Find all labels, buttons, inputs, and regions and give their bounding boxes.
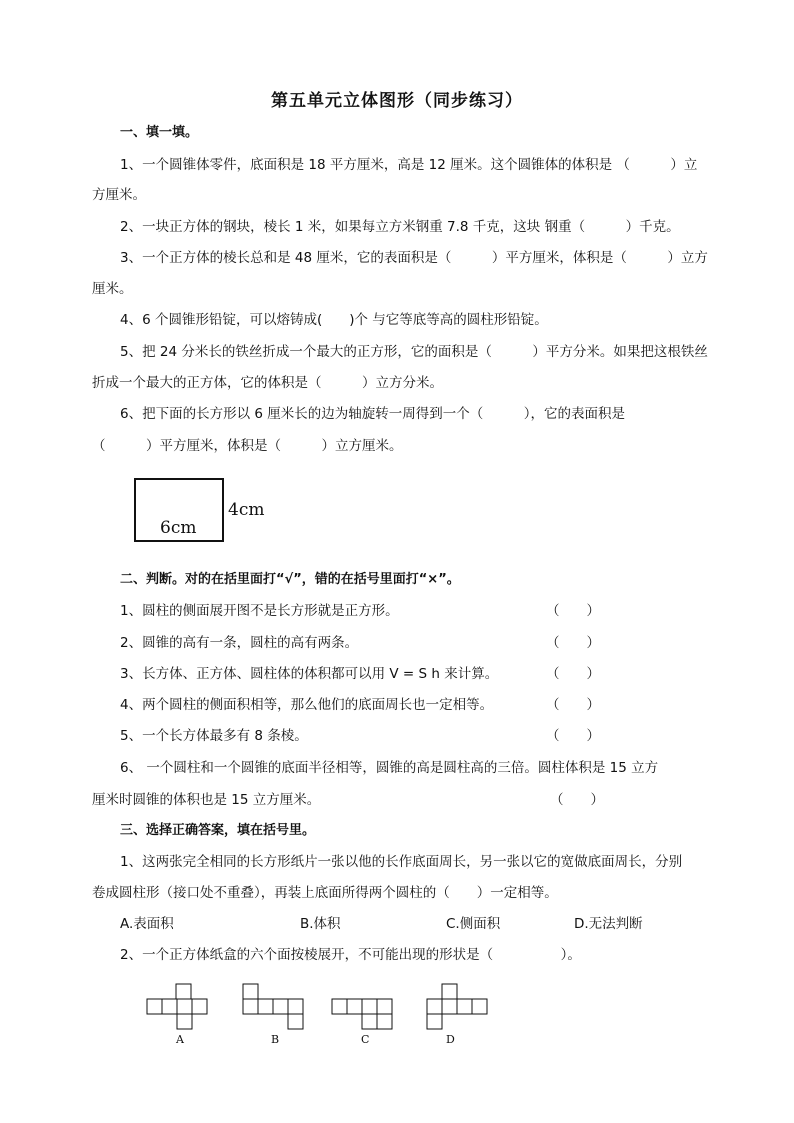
s2-q3: 3、长方体、正方体、圆柱体的体积都可以用 V = S h 来计算。 (120, 666, 499, 682)
cube-net-d[interactable] (426, 983, 490, 1031)
net-label-d: D (446, 1033, 455, 1046)
s3-q1-line2: 卷成圆柱形（接口处不重叠），再装上底面所得两个圆柱的（ ）一定相等。 (92, 885, 558, 901)
s3-q1-option-c[interactable]: C.侧面积 (446, 916, 501, 932)
s3-q1-option-a[interactable]: A.表面积 (120, 916, 174, 932)
s1-q1-line2: 方厘米。 (92, 187, 146, 203)
net-label-b: B (271, 1033, 280, 1046)
s1-q3-line1: 3、一个正方体的棱长总和是 48 厘米，它的表面积是（ ）平方厘米，体积是（ ）立方 (120, 250, 708, 266)
section2-heading: 二、判断。对的在括里面打“√”，错的在括号里面打“×”。 (120, 572, 460, 587)
s1-q6-line1: 6、把下面的长方形以 6 厘米长的边为轴旋转一周得到一个（ ），它的表面积是 (120, 406, 626, 422)
s2-q5-answer-paren[interactable]: （ ） (546, 728, 600, 744)
s2-q2-answer-paren[interactable]: （ ） (546, 635, 600, 651)
s3-q1-option-d[interactable]: D.无法判断 (574, 916, 643, 932)
s2-q6-line1: 6、 一个圆柱和一个圆锥的底面半径相等，圆锥的高是圆柱高的三倍。圆柱体积是 15 立方 (120, 760, 659, 776)
s1-q4: 4、6 个圆锥形铅锭，可以熔铸成( )个 与它等底等高的圆柱形铅锭。 (120, 312, 548, 328)
cube-net-a[interactable] (146, 983, 210, 1031)
s2-q1: 1、圆柱的侧面展开图不是长方形就是正方形。 (120, 603, 399, 619)
net-label-c: C (361, 1033, 370, 1046)
rect-width-label: 6cm (160, 518, 197, 538)
section1-heading: 一、填一填。 (120, 125, 199, 140)
cube-net-c[interactable] (331, 983, 395, 1031)
cube-net-b[interactable] (242, 983, 306, 1031)
s2-q2: 2、圆锥的高有一条，圆柱的高有两条。 (120, 635, 359, 651)
s1-q5-line2: 折成一个最大的正方体，它的体积是（ ）立方分米。 (92, 375, 443, 391)
s1-q5-line1: 5、把 24 分米长的铁丝折成一个最大的正方形，它的面积是（ ）平方分米。如果把这根铁丝 (120, 344, 708, 360)
s1-q3-line2: 厘米。 (92, 281, 133, 297)
s3-q1-line1: 1、这两张完全相同的长方形纸片一张以他的长作底面周长，另一张以它的宽做底面周长，分别 (120, 854, 683, 870)
s3-q2: 2、一个正方体纸盒的六个面按棱展开，不可能出现的形状是（ ）。 (120, 947, 581, 963)
s1-q1-line1: 1、一个圆锥体零件，底面积是 18 平方厘米，高是 12 厘米。这个圆锥体的体积是 （ ）立 (120, 157, 698, 173)
s2-q6-answer-paren[interactable]: （ ） (550, 792, 604, 808)
s2-q3-answer-paren[interactable]: （ ） (546, 666, 600, 682)
s2-q4-answer-paren[interactable]: （ ） (546, 697, 600, 713)
rect-height-label: 4cm (228, 500, 265, 520)
s2-q4: 4、两个圆柱的侧面积相等，那么他们的底面周长也一定相等。 (120, 697, 494, 713)
section3-heading: 三、选择正确答案，填在括号里。 (120, 823, 316, 838)
s1-q6-line2: （ ）平方厘米，体积是（ ）立方厘米。 (92, 438, 403, 454)
page-title: 第五单元立体图形（同步练习） (271, 91, 523, 111)
s2-q6-line2: 厘米时圆锥的体积也是 15 立方厘米。 (92, 792, 321, 808)
s3-q1-option-b[interactable]: B.体积 (300, 916, 341, 932)
s2-q1-answer-paren[interactable]: （ ） (546, 603, 600, 619)
net-label-a: A (176, 1033, 184, 1046)
s2-q5: 5、一个长方体最多有 8 条棱。 (120, 728, 308, 744)
s1-q2: 2、一块正方体的钢块，棱长 1 米，如果每立方米钢重 7.8 千克，这块 钢重（ ）千克。 (120, 219, 680, 235)
